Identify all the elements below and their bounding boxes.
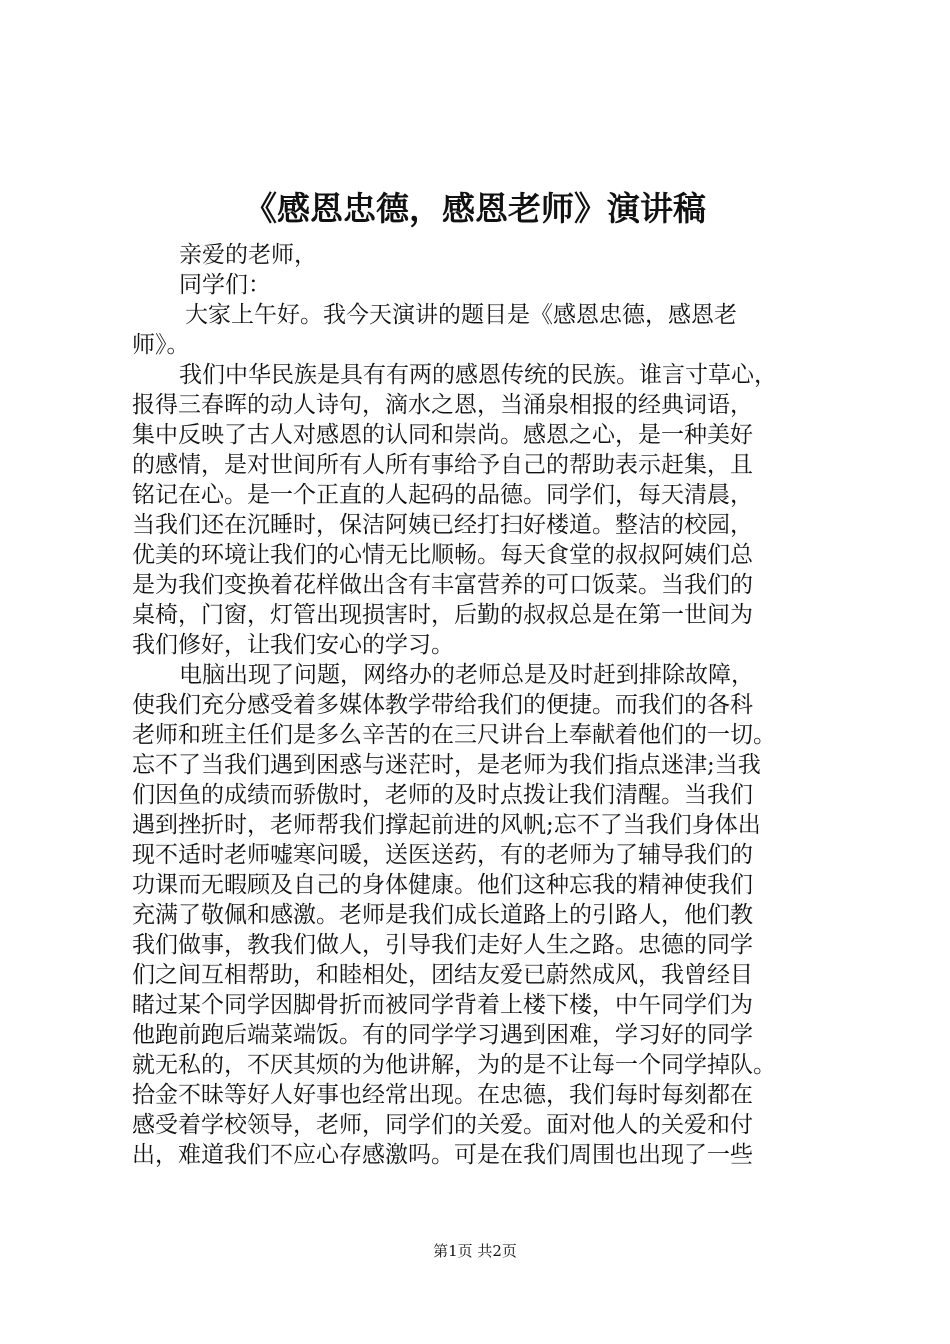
text-line: 桌椅，门窗，灯管出现损害时，后勤的叔叔总是在第一世间为 [132, 602, 753, 628]
text-line: 忘不了当我们遇到困惑与迷茫时，是老师为我们指点迷津;当我 [132, 752, 761, 778]
text-line: 大家上午好。我今天演讲的题目是《感恩忠德，感恩老 [185, 302, 737, 328]
text-line: 我们修好，让我们安心的学习。 [132, 632, 454, 658]
text-line: 感受着学校领导，老师，同学们的关爱。面对他人的关爱和付 [132, 1112, 753, 1138]
text-line: 充满了敬佩和感激。老师是我们成长道路上的引路人，他们教 [132, 902, 753, 928]
document-title: 《感恩忠德，感恩老师》演讲稿 [244, 189, 706, 228]
text-line: 出，难道我们不应心存感激吗。可是在我们周围也出现了一些 [132, 1142, 753, 1168]
text-line: 使我们充分感受着多媒体教学带给我们的便捷。而我们的各科 [132, 692, 753, 718]
text-line: 我们做事，教我们做人，引导我们走好人生之路。忠德的同学 [132, 932, 753, 958]
text-line: 同学们： [179, 272, 271, 298]
text-line: 的感情，是对世间所有人所有事给予自己的帮助表示赶集，且 [132, 452, 753, 478]
text-line: 优美的环境让我们的心情无比顺畅。每天食堂的叔叔阿姨们总 [132, 542, 753, 568]
text-line: 亲爱的老师， [179, 242, 317, 268]
text-line: 报得三春晖的动人诗句，滴水之恩，当涌泉相报的经典词语， [132, 392, 753, 418]
text-line: 当我们还在沉睡时，保洁阿姨已经打扫好楼道。整洁的校园， [132, 512, 753, 538]
text-line: 现不适时老师嘘寒问暖，送医送药，有的老师为了辅导我们的 [132, 842, 753, 868]
text-line: 拾金不昧等好人好事也经常出现。在忠德，我们每时每刻都在 [132, 1082, 753, 1108]
page-footer: 第1页 共2页 [433, 1242, 517, 1260]
text-line: 老师和班主任们是多么辛苦的在三尺讲台上奉献着他们的一切。 [132, 722, 776, 748]
text-line: 们因鱼的成绩而骄傲时，老师的及时点拨让我们清醒。当我们 [132, 782, 753, 808]
text-line: 就无私的，不厌其烦的为他讲解，为的是不让每一个同学掉队。 [132, 1052, 776, 1078]
text-line: 师》。 [132, 332, 190, 358]
text-line: 遇到挫折时，老师帮我们撑起前进的风帆;忘不了当我们身体出 [132, 812, 761, 838]
text-line: 集中反映了古人对感恩的认同和崇尚。感恩之心，是一种美好 [132, 422, 753, 448]
text-line: 睹过某个同学因脚骨折而被同学背着上楼下楼，中午同学们为 [132, 992, 753, 1018]
text-line: 电脑出现了问题，网络办的老师总是及时赶到排除故障， [179, 662, 754, 688]
text-line: 是为我们变换着花样做出含有丰富营养的可口饭菜。当我们的 [132, 572, 753, 598]
text-line: 们之间互相帮助，和睦相处，团结友爱已蔚然成风，我曾经目 [132, 962, 753, 988]
document-body [132, 240, 836, 1170]
text-line: 铭记在心。是一个正直的人起码的品德。同学们，每天清晨， [132, 482, 753, 508]
text-line: 功课而无暇顾及自己的身体健康。他们这种忘我的精神使我们 [132, 872, 753, 898]
text-line: 他跑前跑后端菜端饭。有的同学学习遇到困难，学习好的同学 [132, 1022, 753, 1048]
text-line: 我们中华民族是具有有两的感恩传统的民族。谁言寸草心， [179, 362, 777, 388]
